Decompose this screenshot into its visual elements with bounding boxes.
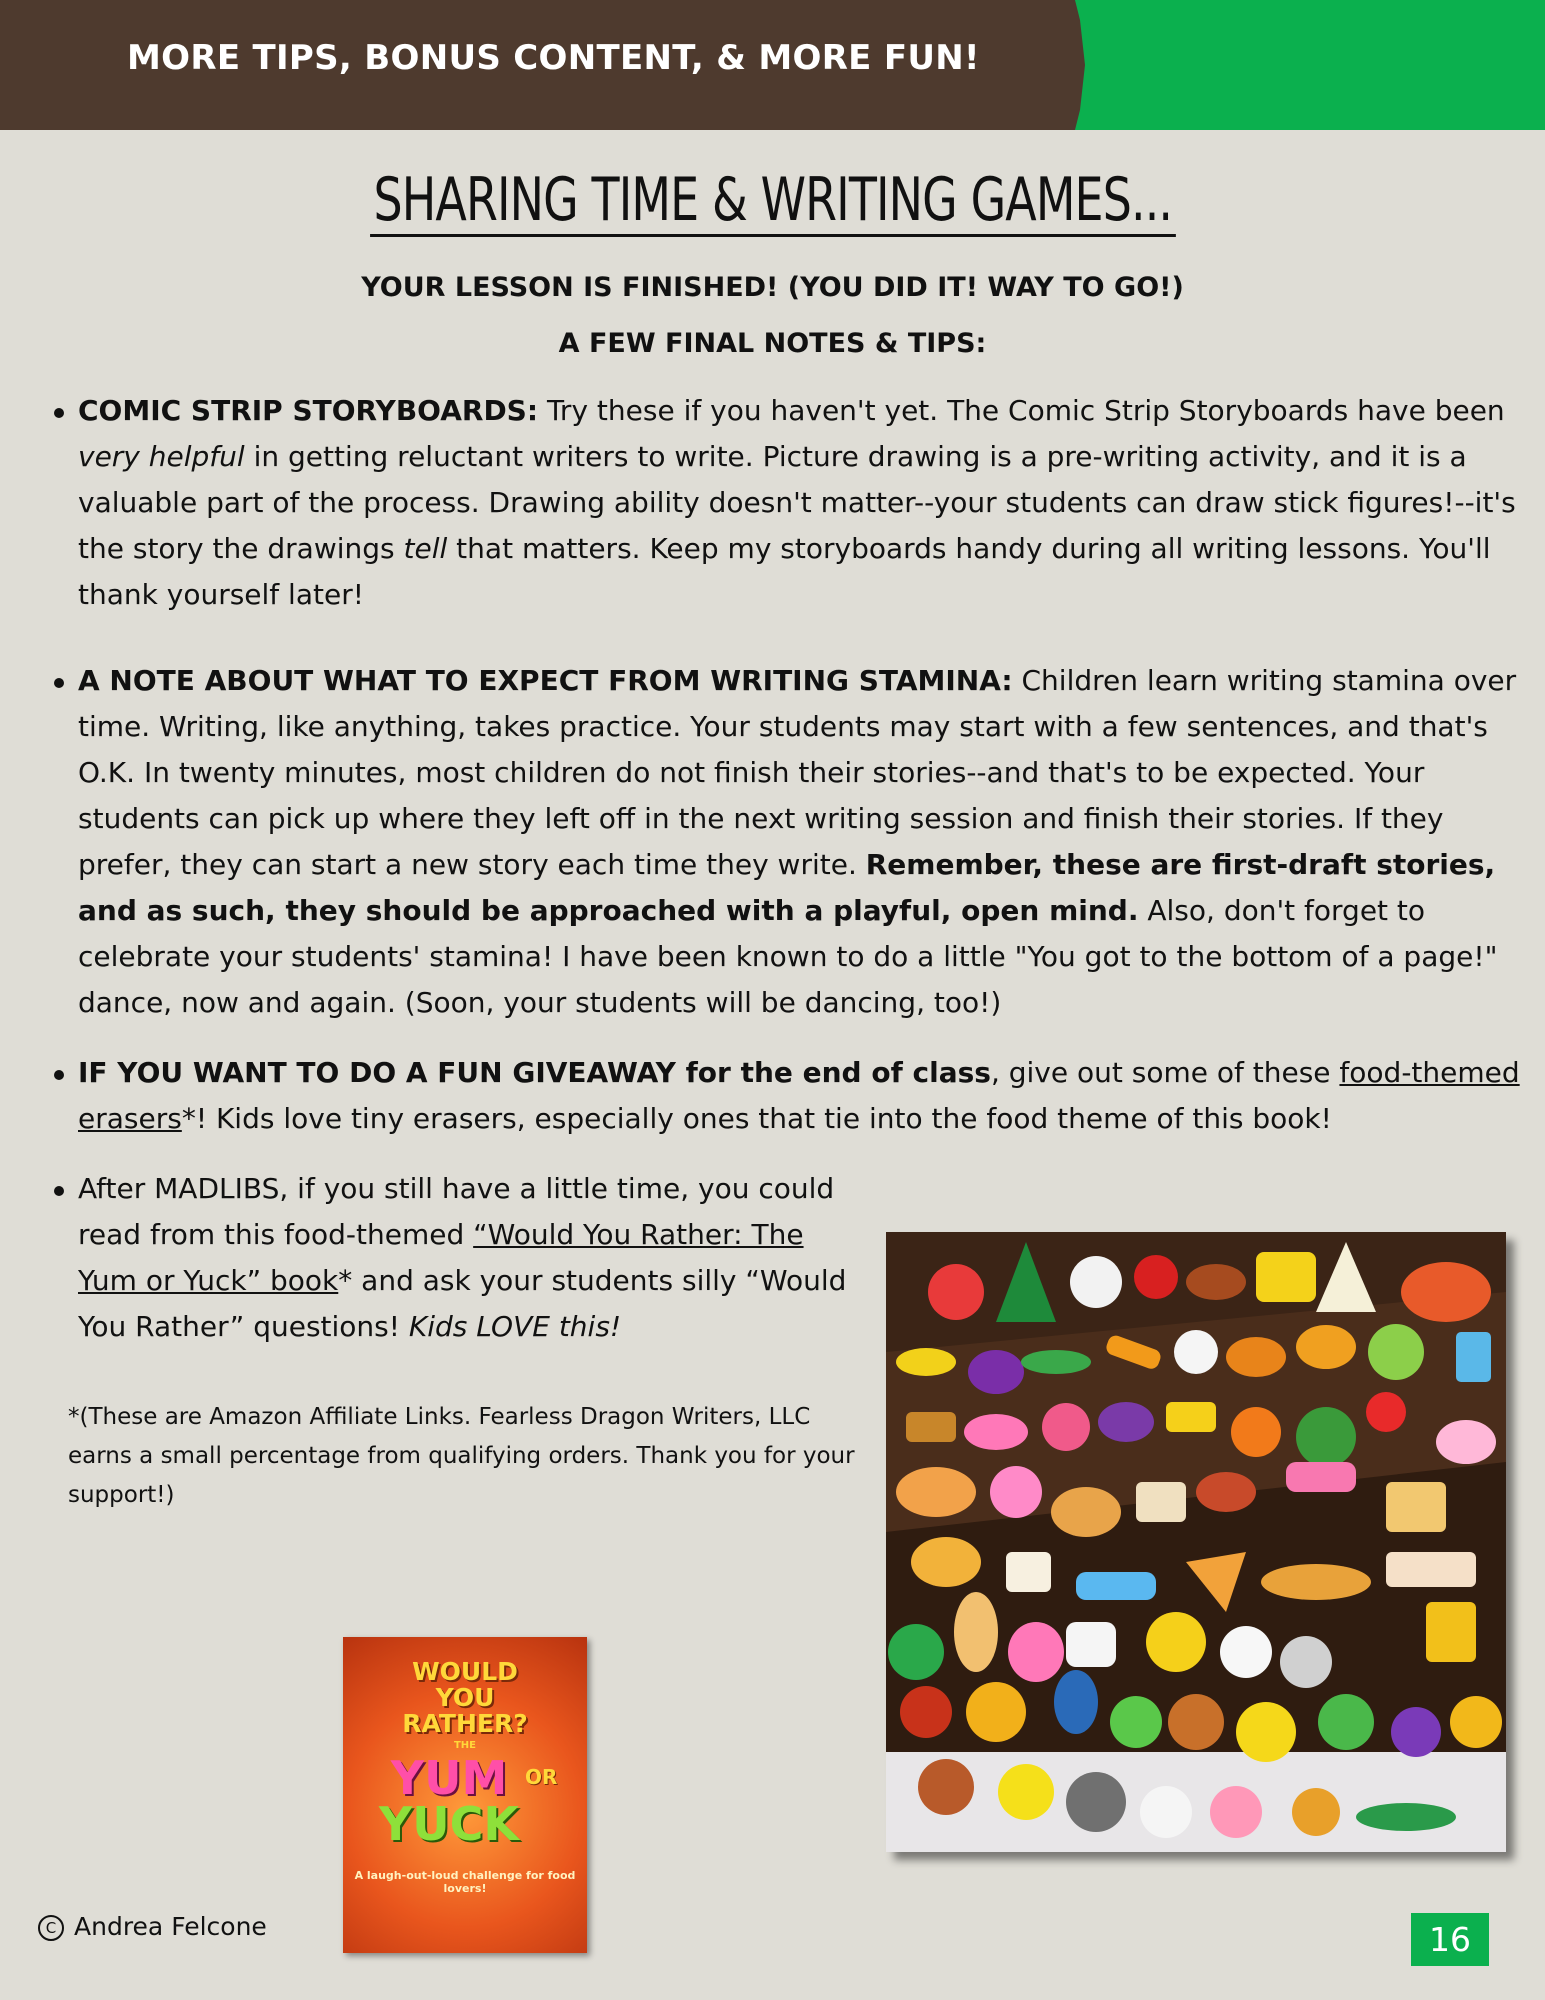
tip-text: that matters. Keep my storyboards handy during all writing lessons. You'll thank yourself later! xyxy=(78,532,1491,611)
tip-bold-text: Remember, these are first-draft stories, and as such, they should be approached with a playful, open mind. xyxy=(78,848,1496,927)
tip-text: * and ask your students silly “Would You Rather” questions! xyxy=(78,1264,847,1343)
subhead-final-notes: A FEW FINAL NOTES & TIPS: xyxy=(558,328,987,359)
tip-giveaway xyxy=(50,1050,1520,1142)
book-link[interactable]: “Would You Rather: The Yum or Yuck” book xyxy=(78,1218,804,1297)
page-title xyxy=(0,165,1545,237)
book-title-yum: YUM xyxy=(390,1751,508,1805)
book-title-line: YOU xyxy=(435,1683,495,1712)
tip-text: Children learn writing stamina over time. Writing, like anything, takes practice. Your students may start with a few sentences, and that's O.K. In twenty minutes, most children do not finish their stories--and that's to be expected. Your students can pick up where they left off in the next writing session and finish their stories. If they prefer, they can start a new story each time they write. xyxy=(78,664,1517,881)
header-title: MORE TIPS, BONUS CONTENT, & MORE FUN! xyxy=(127,38,980,78)
copyright xyxy=(38,1912,267,1941)
book-title-line: RATHER? xyxy=(402,1709,528,1738)
tip-text: *! Kids love tiny erasers, especially ones that tie into the food theme of this book! xyxy=(181,1102,1332,1135)
would-you-rather-book-cover[interactable] xyxy=(343,1637,587,1953)
erasers-photo[interactable] xyxy=(886,1232,1506,1852)
tip-text: Also, don't forget to celebrate your students' stamina! I have been known to do a little "You got to the bottom of a page!" dance, now and again. (Soon, your students will be dancing, too!) xyxy=(78,894,1498,1019)
page-number: 16 xyxy=(1411,1913,1489,1966)
subhead-lesson-finished: YOUR LESSON IS FINISHED! (YOU DID IT! WAY TO GO!) xyxy=(361,272,1184,303)
tip-text: Try these if you haven't yet. The Comic Strip Storyboards have been xyxy=(538,394,1505,427)
copyright-icon: C xyxy=(38,1915,64,1941)
affiliate-disclaimer: *(These are Amazon Affiliate Links. Fearless Dragon Writers, LLC earns a small percentage from qualifying orders. Thank you for your support!) xyxy=(68,1404,855,1508)
erasers-illustration xyxy=(886,1232,1506,1852)
book-title-line: THE xyxy=(453,1740,477,1751)
tip-emphasis: Kids LOVE this! xyxy=(408,1310,622,1343)
book-title-yuck: YUCK xyxy=(378,1797,520,1851)
header-bar xyxy=(0,0,1545,130)
tip-comic-strip xyxy=(50,388,1520,618)
book-tagline: A laugh-out-loud challenge for food lovers! xyxy=(354,1869,576,1895)
author-name: Andrea Felcone xyxy=(74,1912,267,1941)
tip-writing-stamina xyxy=(50,658,1520,1026)
tip-emphasis: very helpful xyxy=(78,440,245,473)
page-title-text: SHARING TIME & WRITING GAMES... xyxy=(370,168,1175,237)
tip-text: in getting reluctant writers to write. Picture drawing is a pre-writing activity, and it is a valuable part of the process. Drawing ability doesn't matter--your students can draw stick figures!--it's the story the drawings xyxy=(78,440,1516,565)
tip-heading: IF YOU WANT TO DO A FUN GIVEAWAY for the end of class xyxy=(78,1056,991,1089)
tip-heading: A NOTE ABOUT WHAT TO EXPECT FROM WRITING STAMINA: xyxy=(78,664,1013,697)
book-title-line: WOULD xyxy=(412,1657,518,1686)
erasers-link[interactable]: food-themed erasers xyxy=(78,1056,1520,1135)
tip-emphasis: tell xyxy=(403,532,448,565)
tips-list xyxy=(50,388,1520,1350)
tip-text: After MADLIBS, if you still have a little time, you could read from this food-themed xyxy=(78,1172,835,1251)
tip-text: , give out some of these xyxy=(990,1056,1340,1089)
tip-heading: COMIC STRIP STORYBOARDS: xyxy=(78,394,539,427)
tip-would-you-rather xyxy=(50,1166,858,1350)
book-title-or: OR xyxy=(525,1765,558,1789)
